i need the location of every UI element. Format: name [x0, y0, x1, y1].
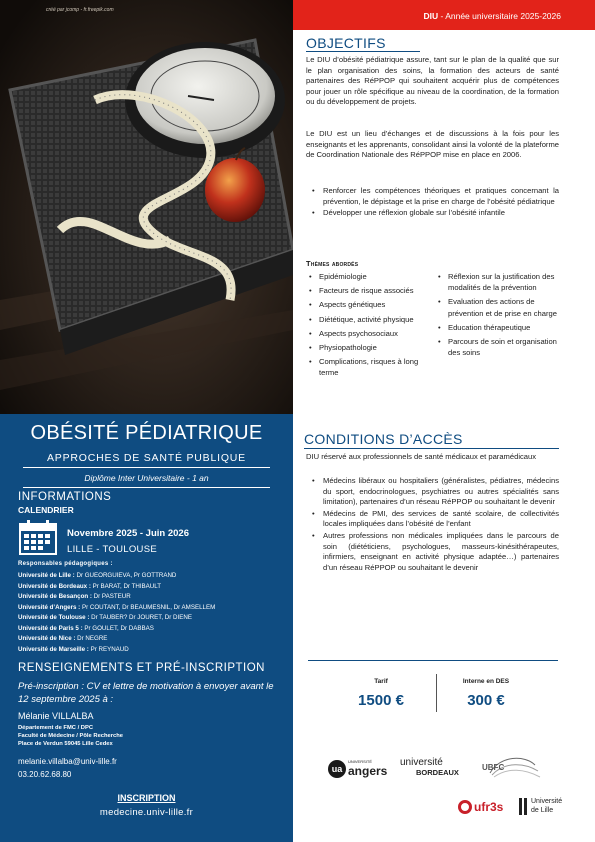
ufr3s-ring-icon: [458, 800, 472, 814]
list-item: • Physiopathologie: [308, 342, 428, 353]
responsable-row: Université de Toulouse : Dr TAUBER? Dr JOURET, Dr DIENE: [18, 614, 192, 621]
year-banner: [293, 0, 595, 30]
list-item: • Parcours de soin et organisation des soins: [437, 336, 561, 358]
program-cities: LILLE - TOULOUSE: [67, 544, 157, 555]
bordeaux-line-1: université: [400, 757, 443, 768]
objectifs-bullets: [310, 186, 559, 220]
program-title: OBÉSITÉ PÉDIATRIQUE: [30, 422, 263, 444]
calendar-heading: CALENDRIER: [18, 505, 74, 515]
interne-label: Interne en DES: [462, 678, 510, 685]
angers-text: angers: [348, 764, 388, 778]
objectifs-heading: OBJECTIFS: [306, 35, 386, 51]
list-item: • Epidémiologie: [308, 271, 428, 282]
address-line: Faculté de Médecine / Pôle Recherche: [18, 733, 124, 739]
ubfc-logo: [480, 753, 542, 783]
heading-underline: [306, 51, 420, 52]
responsables-list: [18, 571, 215, 655]
conditions-intro: DIU réservé aux professionnels de santé médicaux et paramédicaux: [306, 452, 537, 461]
angers-mark: ua: [328, 760, 346, 778]
responsable-row: Université de Nice : Dr NEGRE: [18, 635, 108, 642]
list-item: • Autres professions non médicales impliquées dans le parcours de soin (diététiciens, psychologues, masseurs-kinésithérapeutes, infirmiers, enseignant en activité physique adaptée…) partenaires d’un réseau RéPPOP ou souhaitant le devenir: [310, 531, 559, 573]
responsable-row: Université de Lille : Dr GUEORGUIEVA, Pr GOTTRAND: [18, 572, 177, 579]
angers-small-text: UNIVERSITÉ: [348, 759, 373, 764]
divider: [23, 487, 270, 488]
program-subtitle: APPROCHES DE SANTÉ PUBLIQUE: [47, 452, 246, 464]
objectifs-paragraph-1: Le DIU d’obésité pédiatrique assure, tant sur le plan de la qualité que sur le plan organisation des soins, la formation des acteurs de santé partenaires des RéPPOP qui souhaitent acquérir plus de compétences pour jouer un rôle spécifique au niveau de la coordination, de la formation ou du développement de projets.: [306, 55, 559, 107]
universite-angers-logo: [328, 758, 390, 780]
tarif-label: Tarif: [374, 678, 388, 685]
universite-lille-logo: [519, 796, 569, 818]
informations-heading: INFORMATIONS: [18, 491, 112, 503]
photo-credit: créé par jcomp - fr.freepik.com: [46, 7, 114, 13]
lille-bar-icon: [519, 798, 522, 815]
calendar-icon: [18, 518, 58, 556]
left-column: [0, 0, 293, 842]
themes-column-1: [308, 271, 428, 382]
ufr3s-logo: [458, 797, 510, 817]
cover-photo: [0, 0, 293, 414]
lille-bar-icon: [524, 798, 527, 815]
list-item: • Médecins libéraux ou hospitaliers (généralistes, pédiatres, médecins du sport, endocrinologues, psychiatres ou autres spécialités sans limitation), partenaires d’un réseau RéPPOP ou souhaitant le devenir: [310, 476, 559, 508]
program-dates: Novembre 2025 - Juin 2026: [67, 528, 189, 539]
interne-value: 300 €: [467, 692, 505, 709]
ubfc-text: UBFC: [482, 763, 505, 772]
conditions-bullets: [310, 476, 559, 574]
scale-apple-illustration: [0, 0, 293, 414]
contact-name: Mélanie VILLALBA: [18, 711, 94, 721]
address-line: Département de FMC / DPC: [18, 725, 94, 731]
themes-column-2: [437, 271, 561, 361]
list-item: • Education thérapeutique: [437, 322, 561, 333]
tarif-value: 1500 €: [358, 692, 404, 709]
list-item: • Médecins de PMI, des services de santé scolaire, de collectivités locales impliquées dans l’obésité de l’enfant: [310, 509, 559, 530]
lille-line-1: Université: [531, 798, 563, 805]
contact-email-link[interactable]: melanie.villalba@univ-lille.fr: [18, 757, 117, 766]
contact-address: [18, 724, 123, 748]
list-item: • Diététique, activité physique: [308, 314, 428, 325]
themes-heading-text: Thèmes abordés: [306, 259, 359, 268]
list-item: • Renforcer les compétences théoriques et pratiques concernant la prévention, le dépistage et la prise en charge de l’obésité pédiatrique: [310, 186, 559, 207]
preinscription-text: Pré-inscription : CV et lettre de motivation à envoyer avant le 12 septembre 2025 à :: [18, 681, 274, 705]
list-item: • Aspects génétiques: [308, 299, 428, 310]
conditions-heading: CONDITIONS D’ACCÈS: [304, 431, 463, 447]
inscription-link[interactable]: medecine.univ-lille.fr: [99, 807, 194, 818]
lille-line-2: de Lille: [531, 807, 554, 814]
ufr3s-text: ufr3s: [474, 800, 504, 814]
divider: [23, 467, 270, 468]
responsable-row: Université d’Angers : Pr COUTANT, Dr BEAUMESNIL, Dr AMSELLEM: [18, 603, 216, 611]
list-item: • Evaluation des actions de prévention et de prise en charge: [437, 296, 561, 318]
list-item: • Développer une réflexion globale sur l’obésité infantile: [310, 208, 559, 219]
inscription-heading: INSCRIPTION: [117, 793, 176, 803]
list-item: • Facteurs de risque associés: [308, 285, 428, 296]
banner-year: - Année universitaire 2025-2026: [438, 11, 561, 21]
responsable-row: Université de Marseille : Pr REYNAUD: [18, 645, 129, 653]
diploma-type: Diplôme Inter Universitaire - 1 an: [84, 473, 209, 483]
list-item: • Aspects psychosociaux: [308, 328, 428, 339]
bordeaux-line-2: BORDEAUX: [416, 768, 459, 777]
objectifs-paragraph-2: Le DIU est un lieu d’échanges et de discussions à la fois pour les enseignants et les apprenants, consolidant ainsi la volonté de la plateforme de Coordination Nationale des RéPPOP mise en place en 2006.: [306, 129, 559, 160]
banner-diu: DIU: [423, 11, 439, 21]
responsable-row: Université de Bordeaux : Pr BARAT, Dr THIBAULT: [18, 582, 162, 590]
list-item: • Complications, risques à long terme: [308, 356, 428, 378]
address-line: Place de Verdun 59045 Lille Cedex: [18, 741, 113, 747]
responsable-row: Université de Besançon : Dr PASTEUR: [18, 593, 131, 600]
themes-heading: [306, 259, 358, 268]
info-panel: [0, 414, 293, 842]
universite-bordeaux-logo: [400, 757, 470, 781]
contact-phone: 03.20.62.68.80: [18, 770, 72, 779]
responsables-heading: Responsables pédagogiques :: [18, 561, 113, 567]
registration-heading: RENSEIGNEMENTS ET PRÉ-INSCRIPTION: [18, 662, 265, 674]
heading-underline: [304, 448, 559, 449]
list-item: • Réflexion sur la justification des modalités de la prévention: [437, 271, 561, 293]
section-divider: [308, 660, 558, 661]
responsable-row: Université de Paris 5 : Pr GOULET, Dr DABBAS: [18, 624, 154, 632]
